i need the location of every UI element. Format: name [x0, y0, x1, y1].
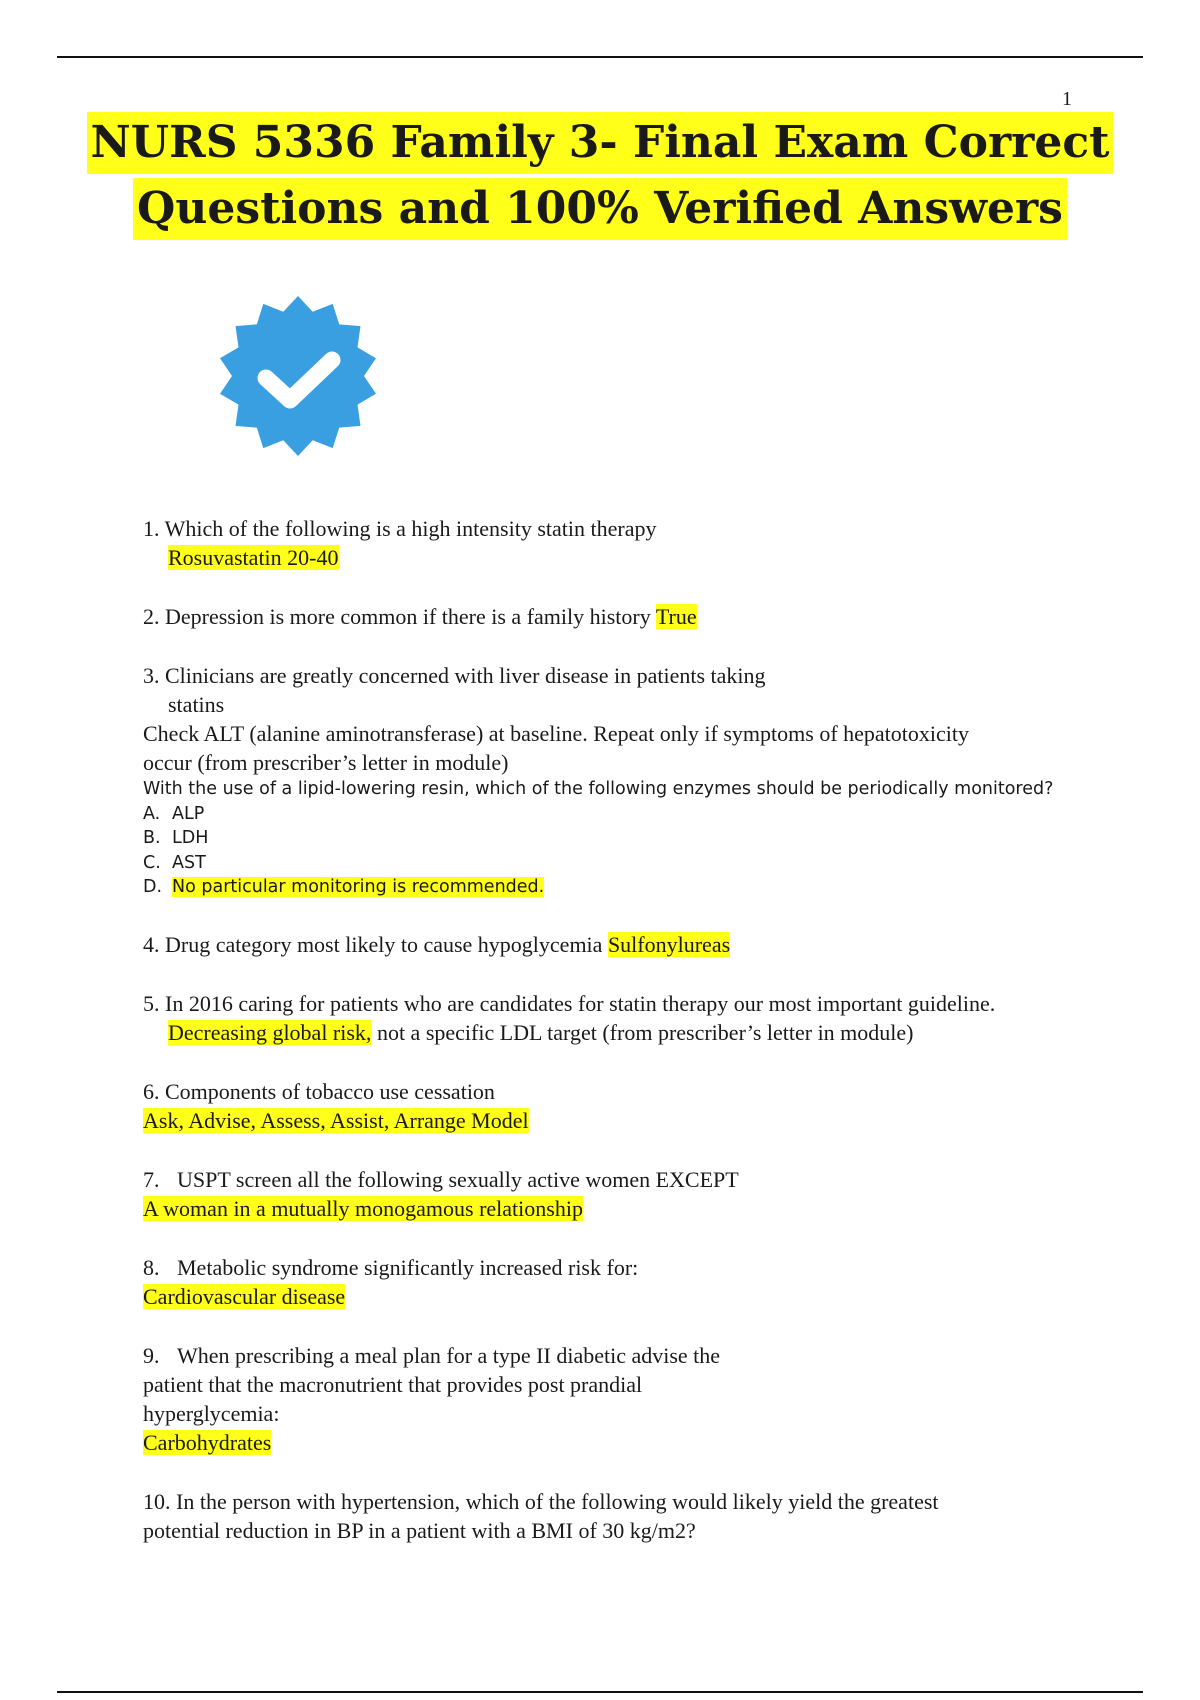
option-letter: B. — [143, 828, 161, 848]
question-6-answer: Ask, Advise, Assess, Assist, Arrange Model — [143, 1107, 529, 1133]
question-8 — [143, 1253, 1103, 1311]
option-d — [143, 875, 1103, 900]
question-2-answer: True — [655, 604, 697, 629]
verified-checkmark-badge-icon — [200, 296, 396, 456]
option-b — [143, 826, 1103, 851]
question-3-answer: Check ALT (alanine aminotransferase) at baseline. Repeat only if symptoms of hepatotoxicity — [143, 721, 969, 746]
question-5-text: 5. In 2016 caring for patients who are candidates for statin therapy our most important guideline. — [143, 990, 996, 1016]
page-number: 1 — [1062, 88, 1072, 110]
title-line-2: Questions and 100% Verified Answers — [133, 178, 1067, 240]
option-text: ALP — [172, 803, 205, 824]
question-10-text: 10. In the person with hypertension, which of the following would likely yield the greatest — [143, 1488, 939, 1514]
document-title — [0, 112, 1200, 244]
question-6 — [143, 1077, 1103, 1135]
bottom-rule — [57, 1691, 1143, 1693]
question-3-answer-cont: occur (from prescriber’s letter in module) — [143, 750, 509, 775]
question-9 — [143, 1341, 1103, 1457]
question-4 — [143, 930, 1103, 959]
question-10-text-cont: potential reduction in BP in a patient with a BMI of 30 kg/m2? — [143, 1517, 696, 1543]
question-8-text: Metabolic syndrome significantly increased risk for: — [177, 1254, 639, 1280]
question-1-answer: Rosuvastatin 20-40 — [168, 545, 339, 570]
question-10 — [143, 1487, 1103, 1545]
question-4-answer: Sulfonylureas — [607, 931, 731, 957]
question-9-text: When prescribing a meal plan for a type II diabetic advise the — [177, 1342, 721, 1368]
question-8-number: 8. — [143, 1254, 160, 1280]
option-text: LDH — [172, 828, 209, 848]
question-7 — [143, 1165, 1103, 1223]
option-letter: C. — [143, 852, 161, 873]
sub-question: With the use of a lipid-lowering resin, which of the following enzymes should be periodically monitored? — [143, 779, 1054, 799]
question-7-answer: A woman in a mutually monogamous relationship — [143, 1195, 583, 1221]
option-text: AST — [172, 852, 206, 873]
question-1-text: 1. Which of the following is a high intensity statin therapy — [143, 516, 657, 541]
question-5-answer-rest: not a specific LDL target (from prescriber’s letter in module) — [376, 1019, 914, 1045]
question-6-text: 6. Components of tobacco use cessation — [143, 1078, 495, 1104]
question-4-text: 4. Drug category most likely to cause hypoglycemia — [143, 931, 603, 957]
question-8-answer: Cardiovascular disease — [143, 1283, 346, 1309]
question-3-text-cont: statins — [168, 692, 225, 717]
top-rule — [57, 56, 1143, 58]
question-2-text: 2. Depression is more common if there is a family history — [143, 604, 651, 629]
question-9-answer: Carbohydrates — [143, 1429, 272, 1455]
question-9-text-cont: patient that the macronutrient that provides post prandial — [143, 1371, 643, 1397]
question-3-text: 3. Clinicians are greatly concerned with liver disease in patients taking — [143, 663, 766, 688]
option-letter: A. — [143, 803, 161, 824]
option-text-correct: No particular monitoring is recommended. — [172, 877, 545, 897]
question-7-number: 7. — [143, 1166, 160, 1192]
question-3 — [143, 661, 1103, 900]
question-5 — [143, 989, 1103, 1047]
question-7-text: USPT screen all the following sexually active women EXCEPT — [177, 1166, 739, 1192]
option-a — [143, 802, 1103, 827]
question-5-answer: Decreasing global risk, — [168, 1019, 372, 1045]
question-9-number: 9. — [143, 1342, 160, 1368]
question-1 — [143, 514, 1103, 572]
question-9-text-cont-2: hyperglycemia: — [143, 1400, 280, 1426]
question-2 — [143, 602, 1103, 631]
question-list — [143, 514, 1103, 1575]
title-line-1: NURS 5336 Family 3- Final Exam Correct — [87, 112, 1114, 174]
option-letter: D. — [143, 877, 163, 897]
option-c — [143, 851, 1103, 876]
